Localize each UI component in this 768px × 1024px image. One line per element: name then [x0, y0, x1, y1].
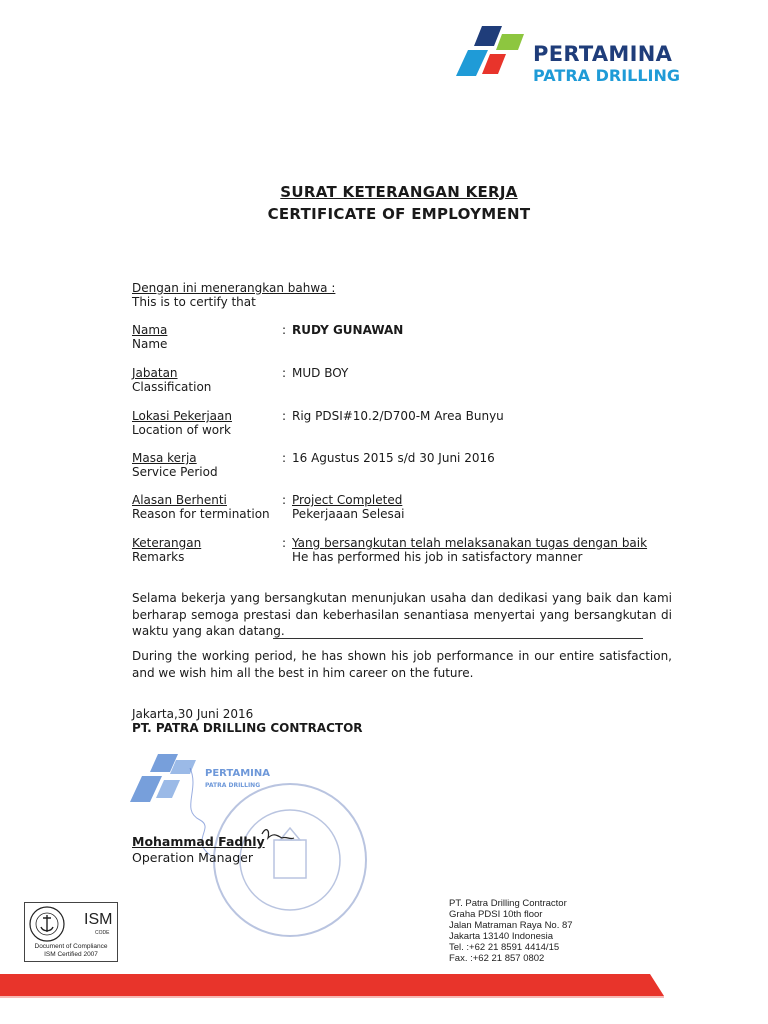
stamp-company: PERTAMINA — [205, 768, 270, 779]
address-street: Jalan Matraman Raya No. 87 — [449, 920, 573, 931]
reason-value-en: Pekerjaaan Selesai — [292, 507, 405, 521]
reason-value-id: Project Completed — [292, 493, 403, 507]
name-label-en: Name — [132, 337, 168, 351]
classification-colon: : — [282, 366, 287, 380]
classification-label-id: Jabatan — [132, 366, 178, 380]
intro-id: Dengan ini menerangkan bahwa : — [132, 281, 336, 295]
title-english: CERTIFICATE OF EMPLOYMENT — [267, 205, 531, 223]
signatory-name: Mohammad Fadhly — [132, 834, 265, 849]
remarks-value-en: He has performed his job in satisfactory manner — [292, 550, 583, 564]
service-colon: : — [282, 451, 287, 465]
ism-emblem-icon — [28, 905, 66, 943]
title-indonesian: SURAT KETERANGAN KERJA — [280, 183, 518, 201]
remarks-colon: : — [282, 536, 287, 550]
remarks-label-id: Keterangan — [132, 536, 202, 550]
location-colon: : — [282, 409, 287, 423]
reason-label-id: Alasan Berhenti — [132, 493, 227, 507]
ism-caption-1: Document of Compliance — [34, 943, 108, 950]
body-paragraph-id: Selama bekerja yang bersangkutan menunjukan usaha dan dedikasi yang baik dan kami berharap semoga prestasi dan keberhasilan senantiasa menyertai yang bersangkutan di waktu yang akan datang. — [132, 591, 672, 638]
ism-title: ISM — [84, 911, 113, 928]
address-company: PT. Patra Drilling Contractor — [449, 898, 567, 909]
remarks-label-en: Remarks — [132, 550, 185, 564]
pertamina-logo-icon — [452, 24, 528, 78]
reason-colon: : — [282, 493, 287, 507]
footer-red-bar — [0, 970, 768, 1000]
location-label-en: Location of work — [132, 423, 231, 437]
stamp-division: PATRA DRILLING — [205, 782, 261, 789]
name-colon: : — [282, 323, 287, 337]
address-city: Jakarta 13140 Indonesia — [449, 931, 554, 942]
intro-en: This is to certify that — [132, 295, 256, 309]
reason-label-en: Reason for termination — [132, 507, 270, 521]
header-company: PERTAMINA — [533, 42, 673, 66]
closing-company: PT. PATRA DRILLING CONTRACTOR — [132, 721, 363, 735]
remarks-value-id: Yang bersangkutan telah melaksanakan tugas dengan baik — [292, 536, 648, 550]
ism-code: CODE — [95, 930, 110, 936]
header-division: PATRA DRILLING — [533, 66, 681, 85]
service-value: 16 Agustus 2015 s/d 30 Juni 2016 — [292, 451, 495, 465]
closing-place-date: Jakarta,30 Juni 2016 — [132, 707, 254, 721]
location-label-id: Lokasi Pekerjaan — [132, 409, 232, 423]
name-value: RUDY GUNAWAN — [292, 323, 404, 337]
classification-value: MUD BOY — [292, 366, 349, 380]
address-tel: Tel. :+62 21 8591 4414/15 — [449, 942, 560, 953]
divider-line — [273, 638, 643, 639]
location-value: Rig PDSI#10.2/D700-M Area Bunyu — [292, 409, 504, 423]
name-label-id: Nama — [132, 323, 168, 337]
service-label-en: Service Period — [132, 465, 218, 479]
body-paragraph-en: During the working period, he has shown his job performance in our entire satisfaction, and we wish him all the best in him career on the future. — [132, 649, 672, 680]
ism-caption-2: ISM Certified 2007 — [44, 951, 98, 958]
classification-label-en: Classification — [132, 380, 212, 394]
service-label-id: Masa kerja — [132, 451, 197, 465]
address-building: Graha PDSI 10th floor — [449, 909, 543, 920]
signatory-title: Operation Manager — [132, 850, 253, 865]
address-fax: Fax. :+62 21 857 0802 — [449, 953, 545, 964]
